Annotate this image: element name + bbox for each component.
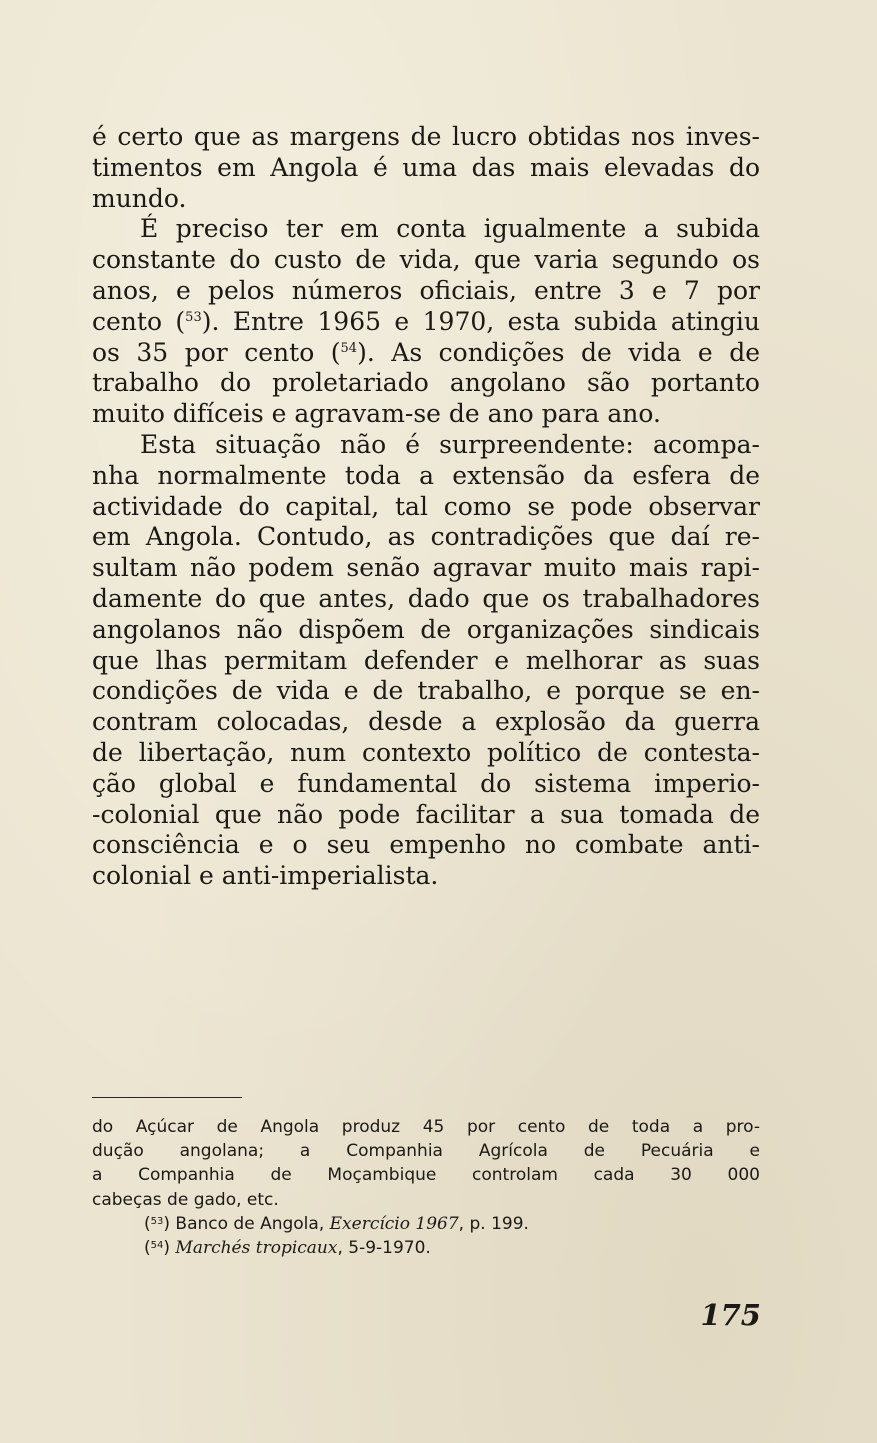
text-line: angolanos não dispõem de organizações sindicais: [92, 614, 760, 644]
text-line: mundo.: [92, 183, 187, 213]
text-line: timentos em Angola é uma das mais elevadas do: [92, 152, 760, 182]
footnote-mark: 54: [150, 1239, 164, 1251]
text-line: contram colocadas, desde a explosão da guerra: [92, 707, 760, 737]
text-line: Esta situação não é surpreendente: acompa-: [140, 429, 760, 459]
footnote-54: [92, 1236, 760, 1260]
text-fragment: ). Entre 1965 e 1970, esta subida atingiu: [201, 306, 760, 336]
text-line: em Angola. Contudo, as contradições que daí re-: [92, 522, 760, 552]
footnote-line: do Açúcar de Angola produz 45 por cento de toda a pro-: [92, 1117, 760, 1137]
footnote-line: cabeças de gado, etc.: [92, 1189, 279, 1210]
footnote-paren: ): [163, 1237, 171, 1258]
footnote-ref-54: 54: [340, 340, 358, 356]
text-fragment: ). As condições de vida e de: [357, 337, 760, 367]
text-line: sultam não podem senão agravar muito mais rapi-: [92, 553, 760, 583]
text-line: actividade do capital, tal como se pode observar: [92, 491, 760, 521]
text-line: consciência e o seu empenho no combate anti-: [92, 830, 760, 860]
footnote-paren: (: [144, 1213, 151, 1234]
text-line: [92, 307, 760, 338]
text-line: ção global e fundamental do sistema imperio-: [92, 768, 760, 798]
footnote-tail: , 5-9-1970.: [337, 1237, 431, 1258]
footnote-title: Exercício 1967: [329, 1213, 459, 1234]
text-line: colonial e anti-imperialista.: [92, 861, 439, 891]
footnote-line: dução angolana; a Companhia Agrícola de Pecuária e: [92, 1141, 760, 1162]
text-line: que lhas permitam defender e melhorar as suas: [92, 645, 760, 675]
footnote-title: Marchés tropicaux: [175, 1237, 338, 1258]
text-line: anos, e pelos números oficiais, entre 3 e 7 por: [92, 275, 760, 305]
text-line: é certo que as margens de lucro obtidas nos inves-: [92, 122, 760, 151]
text-line: de libertação, num contexto político de contesta-: [92, 737, 760, 767]
footnotes: [92, 1115, 760, 1260]
text-line: [92, 338, 760, 369]
text-line: damente do que antes, dado que os trabalhadores: [92, 583, 760, 613]
text-line: condições de vida e de trabalho, e porque se en-: [92, 676, 760, 706]
footnote-text: Banco de Angola,: [175, 1213, 325, 1234]
text-line: É preciso ter em conta igualmente a subida: [140, 214, 760, 244]
footnote-divider: [92, 1097, 242, 1098]
text-line: constante do custo de vida, que varia segundo os: [92, 245, 760, 275]
text-fragment: cento (: [92, 306, 186, 336]
footnote-paren: ): [163, 1213, 171, 1234]
text-line: -colonial que não pode facilitar a sua tomada de: [92, 799, 760, 829]
text-fragment: os 35 por cento (: [92, 337, 341, 367]
footnote-53: [92, 1212, 760, 1236]
text-line: muito difíceis e agravam-se de ano para ano.: [92, 399, 661, 429]
footnote-ref-53: 53: [185, 309, 202, 325]
text-line: trabalho do proletariado angolano são portanto: [92, 368, 760, 398]
text-line: nha normalmente toda a extensão da esfera de: [92, 460, 760, 490]
main-text: [92, 122, 760, 892]
footnote-tail: , p. 199.: [458, 1213, 529, 1234]
page-number: 175: [700, 1298, 761, 1332]
footnote-paren: (: [144, 1237, 151, 1258]
footnote-mark: 53: [150, 1215, 164, 1227]
footnote-line: a Companhia de Moçambique controlam cada 30 000: [92, 1165, 760, 1186]
